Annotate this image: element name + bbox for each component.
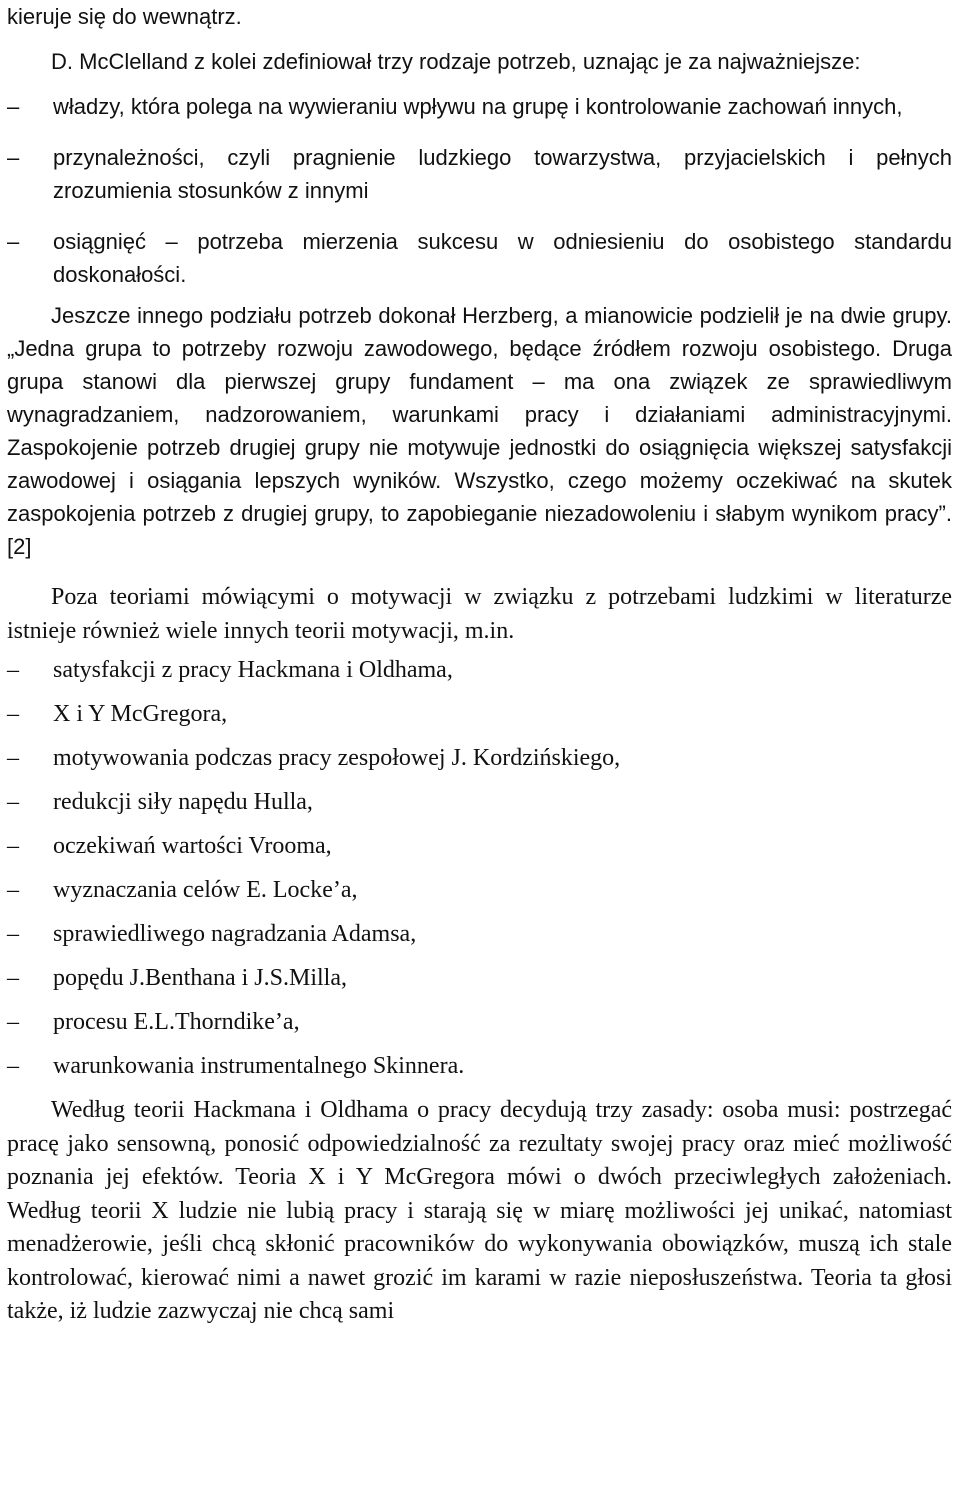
list-item-text: satysfakcji z pracy Hackmana i Oldhama, xyxy=(53,657,453,683)
list-item xyxy=(7,830,952,864)
list-item xyxy=(7,742,952,776)
list-item xyxy=(7,90,952,123)
dash-bullet-icon: – xyxy=(7,657,19,683)
mcclelland-intro: D. McClelland z kolei zdefiniował trzy rodzaje potrzeb, uznając je za najważniejsze: xyxy=(51,49,861,74)
dash-bullet-icon: – xyxy=(7,1053,19,1079)
list-item xyxy=(7,1006,952,1040)
list-item xyxy=(7,698,952,732)
dash-bullet-icon: – xyxy=(7,877,19,903)
dash-bullet-icon: – xyxy=(7,94,20,119)
herzberg-paragraph: Jeszcze innego podziału potrzeb dokonał Herzberg, a mianowicie podzielił je na dwie grupy. „Jedna grupa to potrzeby rozwoju zawodowego, będące źródłem rozwoju osobistego. Druga grupa stanowi dla pierwszej grupy fundament – ma ona związek ze sprawiedliwym wynagradzaniem, nadzorowaniem, warunkami pracy i działaniami administracyjnymi. Zaspokojenie potrzeb drugiej grupy nie motywuje jednostki do osiągnięcia większej satysfakcji zawodowej i osiągania lepszych wyników. Wszystko, czego możemy oczekiwać na skutek zaspokojenia potrzeb z drugiej grupy, to zapobieganie niezadowoleniu i słabym wynikom pracy”.[2] xyxy=(7,303,952,559)
hackman-paragraph: Według teorii Hackmana i Oldhama o pracy decydują trzy zasady: osoba musi: postrzegać pracę jako sensowną, ponosić odpowiedzialność za rezultaty swojej pracy oraz mieć możliwość poznania jej efektów. Teoria X i Y McGregora mówi o dwóch przeciwległych założeniach. Według teorii X ludzie nie lubią pracy i starają się w miarę możliwości jej unikać, natomiast menadżerowie, jeśli chcą skłonić pracowników do wykonywania obowiązków, muszą ich stale kontrolować, kierować nimi a nawet grozić im karami w razie nieposłuszeństwa. Teoria ta głosi także, iż ludzie zazwyczaj nie chcą sami xyxy=(7,1097,952,1324)
list-item xyxy=(7,874,952,908)
list-item-text: procesu E.L.Thorndike’a, xyxy=(53,1009,300,1035)
list-item xyxy=(7,141,952,207)
document-page xyxy=(7,0,952,1329)
dash-bullet-icon: – xyxy=(7,921,19,947)
other-theories-list xyxy=(7,654,952,1084)
dash-bullet-icon: – xyxy=(7,745,19,771)
top-line: kieruje się do wewnątrz. xyxy=(7,4,242,29)
other-theories-intro: Poza teoriami mówiącymi o motywacji w związku z potrzebami ludzkimi w literaturze istnieje również wiele innych teorii motywacji, m.in. xyxy=(7,584,952,644)
list-item xyxy=(7,654,952,688)
dash-bullet-icon: – xyxy=(7,701,19,727)
list-item-text: X i Y McGregora, xyxy=(53,701,228,727)
dash-bullet-icon: – xyxy=(7,145,20,170)
dash-bullet-icon: – xyxy=(7,789,19,815)
dash-bullet-icon: – xyxy=(7,229,20,254)
list-item-text: władzy, która polega na wywieraniu wpływu na grupę i kontrolowanie zachowań innych, xyxy=(53,94,903,119)
list-item-text: przynależności, czyli pragnienie ludzkiego towarzystwa, przyjacielskich i pełnych zrozumienia stosunków z innymi xyxy=(53,145,952,203)
list-item xyxy=(7,1050,952,1084)
list-item-text: motywowania podczas pracy zespołowej J. Kordzińskiego, xyxy=(53,745,621,771)
dash-bullet-icon: – xyxy=(7,1009,19,1035)
list-item-text: redukcji siły napędu Hulla, xyxy=(53,789,313,815)
list-item xyxy=(7,962,952,996)
list-item-text: warunkowania instrumentalnego Skinnera. xyxy=(53,1053,465,1079)
list-item-text: oczekiwań wartości Vrooma, xyxy=(53,833,332,859)
list-item xyxy=(7,918,952,952)
list-item xyxy=(7,786,952,820)
list-item-text: osiągnięć – potrzeba mierzenia sukcesu w odniesieniu do osobistego standardu doskonałości. xyxy=(53,229,952,287)
mcclelland-needs-list xyxy=(7,90,952,291)
dash-bullet-icon: – xyxy=(7,965,19,991)
list-item-text: wyznaczania celów E. Locke’a, xyxy=(53,877,358,903)
list-item xyxy=(7,225,952,291)
dash-bullet-icon: – xyxy=(7,833,19,859)
list-item-text: popędu J.Benthana i J.S.Milla, xyxy=(53,965,347,991)
list-item-text: sprawiedliwego nagradzania Adamsa, xyxy=(53,921,417,947)
